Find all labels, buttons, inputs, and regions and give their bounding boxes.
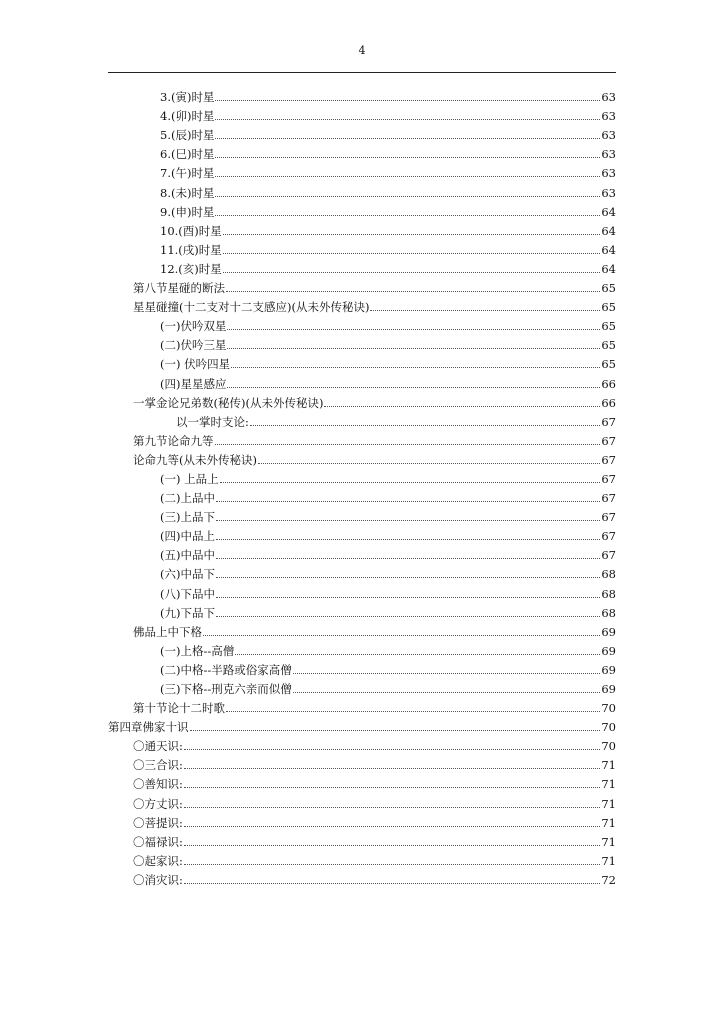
toc-entry-page-number: 64 (601, 242, 616, 257)
toc-entry-page-number: 66 (601, 395, 616, 410)
toc-entry[interactable] (108, 772, 616, 791)
toc-dot-leader (215, 215, 600, 216)
toc-entry[interactable] (108, 257, 616, 276)
toc-entry-title: 10.(酉)时星 (160, 223, 222, 238)
toc-dot-leader (184, 845, 600, 846)
toc-entry-page-number: 71 (601, 777, 616, 792)
toc-dot-leader (227, 329, 600, 330)
toc-entry-title: (一)上格--高僧 (160, 643, 235, 658)
toc-dot-leader (220, 482, 601, 483)
toc-entry[interactable] (108, 180, 616, 199)
toc-entry-title: 8.(未)时星 (160, 185, 215, 200)
toc-dot-leader (324, 406, 600, 407)
toc-dot-leader (227, 387, 600, 388)
toc-entry[interactable] (108, 333, 616, 352)
toc-entry-title: (八)下品中 (160, 586, 215, 601)
toc-dot-leader (215, 176, 600, 177)
toc-entry-page-number: 63 (601, 90, 616, 105)
toc-dot-leader (258, 463, 600, 464)
toc-entry[interactable] (108, 505, 616, 524)
toc-dot-leader (235, 654, 600, 655)
toc-entry-title: 11.(戌)时星 (160, 242, 222, 257)
toc-entry-page-number: 70 (601, 739, 616, 754)
toc-entry[interactable] (108, 543, 616, 562)
toc-dot-leader (370, 310, 600, 311)
toc-entry[interactable] (108, 562, 616, 581)
toc-dot-leader (184, 749, 600, 750)
toc-entry-page-number: 67 (601, 433, 616, 448)
toc-entry-title: 5.(辰)时星 (160, 128, 215, 143)
page-number: 4 (358, 44, 366, 57)
toc-dot-leader (216, 539, 600, 540)
toc-entry[interactable] (108, 486, 616, 505)
toc-entry[interactable] (108, 238, 616, 257)
toc-entry-page-number: 67 (601, 452, 616, 467)
toc-dot-leader (184, 807, 600, 808)
toc-dot-leader (190, 730, 601, 731)
toc-dot-leader (184, 864, 600, 865)
toc-entry-title: 第九节论命九等 (133, 433, 214, 448)
toc-entry-page-number: 67 (601, 414, 616, 429)
toc-entry-title: (四)中品上 (160, 529, 215, 544)
toc-entry[interactable] (108, 715, 616, 734)
toc-entry[interactable] (108, 410, 616, 429)
toc-dot-leader (215, 157, 600, 158)
toc-dot-leader (223, 253, 601, 254)
toc-entry-page-number: 67 (601, 510, 616, 525)
toc-entry-page-number: 67 (601, 471, 616, 486)
toc-dot-leader (293, 692, 601, 693)
toc-entry[interactable] (108, 734, 616, 753)
toc-entry-title: 〇三合识: (133, 758, 183, 773)
toc-dot-leader (216, 501, 600, 502)
toc-entry-title: 9.(申)时星 (160, 204, 215, 219)
toc-entry-title: 第四章佛家十识 (108, 720, 189, 735)
toc-entry[interactable] (108, 371, 616, 390)
toc-entry-page-number: 69 (601, 643, 616, 658)
toc-entry-title: (一)伏吟双星 (160, 319, 227, 334)
toc-entry[interactable] (108, 677, 616, 696)
toc-entry-page-number: 72 (601, 872, 616, 887)
toc-entry-title: 〇消灾识: (133, 872, 183, 887)
toc-entry-page-number: 71 (601, 815, 616, 830)
toc-dot-leader (293, 673, 601, 674)
toc-entry-title: 〇方丈识: (133, 796, 183, 811)
toc-entry[interactable] (108, 161, 616, 180)
toc-entry-page-number: 64 (601, 261, 616, 276)
toc-entry-page-number: 71 (601, 853, 616, 868)
toc-entry-page-number: 64 (601, 204, 616, 219)
toc-entry-title: 〇福禄识: (133, 834, 183, 849)
toc-entry[interactable] (108, 581, 616, 600)
toc-entry-page-number: 71 (601, 834, 616, 849)
toc-entry[interactable] (108, 753, 616, 772)
toc-entry-title: 第八节星碰的断法 (133, 281, 225, 296)
toc-entry[interactable] (108, 104, 616, 123)
toc-entry-title: 一掌金论兄弟数(秘传)(从未外传秘诀) (133, 395, 324, 410)
toc-entry-page-number: 63 (601, 109, 616, 124)
toc-entry-page-number: 63 (601, 128, 616, 143)
toc-entry-title: 4.(卯)时星 (160, 109, 215, 124)
toc-entry-title: (一) 上品上 (160, 471, 219, 486)
table-of-contents (108, 85, 616, 887)
toc-entry-title: (六)中品下 (160, 567, 215, 582)
toc-entry-page-number: 68 (601, 567, 616, 582)
toc-entry-title: (二)伏吟三星 (160, 338, 227, 353)
toc-entry[interactable] (108, 123, 616, 142)
toc-entry[interactable] (108, 601, 616, 620)
toc-entry-title: 〇菩提识: (133, 815, 183, 830)
toc-entry[interactable] (108, 696, 616, 715)
toc-entry[interactable] (108, 314, 616, 333)
toc-dot-leader (223, 272, 601, 273)
toc-dot-leader (231, 367, 600, 368)
header-rule (108, 72, 616, 73)
toc-entry-page-number: 65 (601, 281, 616, 296)
toc-dot-leader (226, 291, 600, 292)
toc-dot-leader (216, 558, 600, 559)
toc-entry[interactable] (108, 791, 616, 810)
toc-entry-page-number: 65 (601, 338, 616, 353)
toc-entry[interactable] (108, 85, 616, 104)
toc-entry-title: 〇善知识: (133, 777, 183, 792)
toc-entry-page-number: 68 (601, 586, 616, 601)
toc-entry-page-number: 67 (601, 529, 616, 544)
toc-entry-page-number: 69 (601, 682, 616, 696)
toc-entry-page-number: 64 (601, 223, 616, 238)
toc-entry-title: 星星碰撞(十二支对十二支感应)(从未外传秘诀) (133, 300, 370, 315)
toc-entry-title: (五)中品中 (160, 548, 215, 563)
toc-entry[interactable] (108, 849, 616, 868)
toc-dot-leader (250, 425, 600, 426)
toc-entry-title: 6.(巳)时星 (160, 147, 215, 162)
toc-dot-leader (223, 234, 601, 235)
toc-entry-page-number: 63 (601, 185, 616, 200)
toc-entry-page-number: 69 (601, 624, 616, 639)
toc-entry[interactable] (108, 429, 616, 448)
toc-entry-title: 第十节论十二时歌 (133, 701, 225, 716)
toc-entry[interactable] (108, 811, 616, 830)
toc-dot-leader (215, 100, 600, 101)
toc-entry-title: (九)下品下 (160, 605, 215, 620)
toc-entry-page-number: 67 (601, 548, 616, 563)
toc-entry[interactable] (108, 391, 616, 410)
toc-entry-page-number: 71 (601, 758, 616, 773)
toc-entry-page-number: 70 (601, 720, 616, 735)
toc-dot-leader (184, 883, 600, 884)
toc-dot-leader (184, 768, 600, 769)
toc-entry-page-number: 69 (601, 662, 616, 677)
toc-entry-title: 3.(寅)时星 (160, 90, 215, 105)
toc-dot-leader (227, 348, 600, 349)
toc-entry-page-number: 65 (601, 357, 616, 372)
toc-entry-page-number: 63 (601, 166, 616, 181)
toc-entry-title: (三)下格--刑克六亲而似僧 (160, 682, 292, 696)
toc-dot-leader (184, 787, 600, 788)
toc-dot-leader (215, 138, 600, 139)
toc-entry[interactable] (108, 524, 616, 543)
toc-entry[interactable] (108, 830, 616, 849)
toc-entry-title: 以一掌时支论: (176, 414, 249, 429)
toc-entry-title: 佛品上中下格 (133, 624, 202, 639)
toc-entry[interactable] (108, 620, 616, 639)
toc-entry-page-number: 63 (601, 147, 616, 162)
toc-entry-title: 7.(午)时星 (160, 166, 215, 181)
toc-entry[interactable] (108, 142, 616, 161)
toc-dot-leader (216, 520, 600, 521)
toc-entry[interactable] (108, 467, 616, 486)
toc-entry[interactable] (108, 448, 616, 467)
toc-entry[interactable] (108, 295, 616, 314)
toc-dot-leader (216, 577, 600, 578)
toc-entry-title: 论命九等(从未外传秘诀) (133, 452, 257, 467)
toc-entry-title: 〇通天识: (133, 739, 183, 754)
toc-entry[interactable] (108, 276, 616, 295)
toc-dot-leader (215, 196, 600, 197)
toc-dot-leader (215, 119, 600, 120)
toc-entry-page-number: 67 (601, 491, 616, 506)
toc-dot-leader (215, 444, 601, 445)
toc-entry-title: 12.(亥)时星 (160, 261, 222, 276)
toc-entry-title: (一) 伏吟四星 (160, 357, 231, 372)
toc-entry-title: 〇起家识: (133, 853, 183, 868)
toc-entry-page-number: 66 (601, 376, 616, 391)
toc-dot-leader (203, 635, 600, 636)
toc-entry-page-number: 71 (601, 796, 616, 811)
toc-dot-leader (184, 826, 600, 827)
toc-entry[interactable] (108, 639, 616, 658)
toc-entry[interactable] (108, 352, 616, 371)
toc-entry[interactable] (108, 658, 616, 677)
toc-dot-leader (216, 597, 600, 598)
toc-entry-page-number: 70 (601, 701, 616, 716)
toc-entry[interactable] (108, 868, 616, 887)
toc-entry-title: (二)上品中 (160, 491, 215, 506)
toc-entry-title: (二)中格--半路或俗家高僧 (160, 662, 292, 677)
toc-entry-page-number: 65 (601, 319, 616, 334)
toc-entry-title: (三)上品下 (160, 510, 215, 525)
toc-entry-page-number: 65 (601, 300, 616, 315)
toc-dot-leader (216, 616, 600, 617)
toc-entry[interactable] (108, 219, 616, 238)
toc-dot-leader (226, 711, 600, 712)
toc-entry-page-number: 68 (601, 605, 616, 620)
toc-entry-title: (四)星星感应 (160, 376, 227, 391)
toc-entry[interactable] (108, 200, 616, 219)
